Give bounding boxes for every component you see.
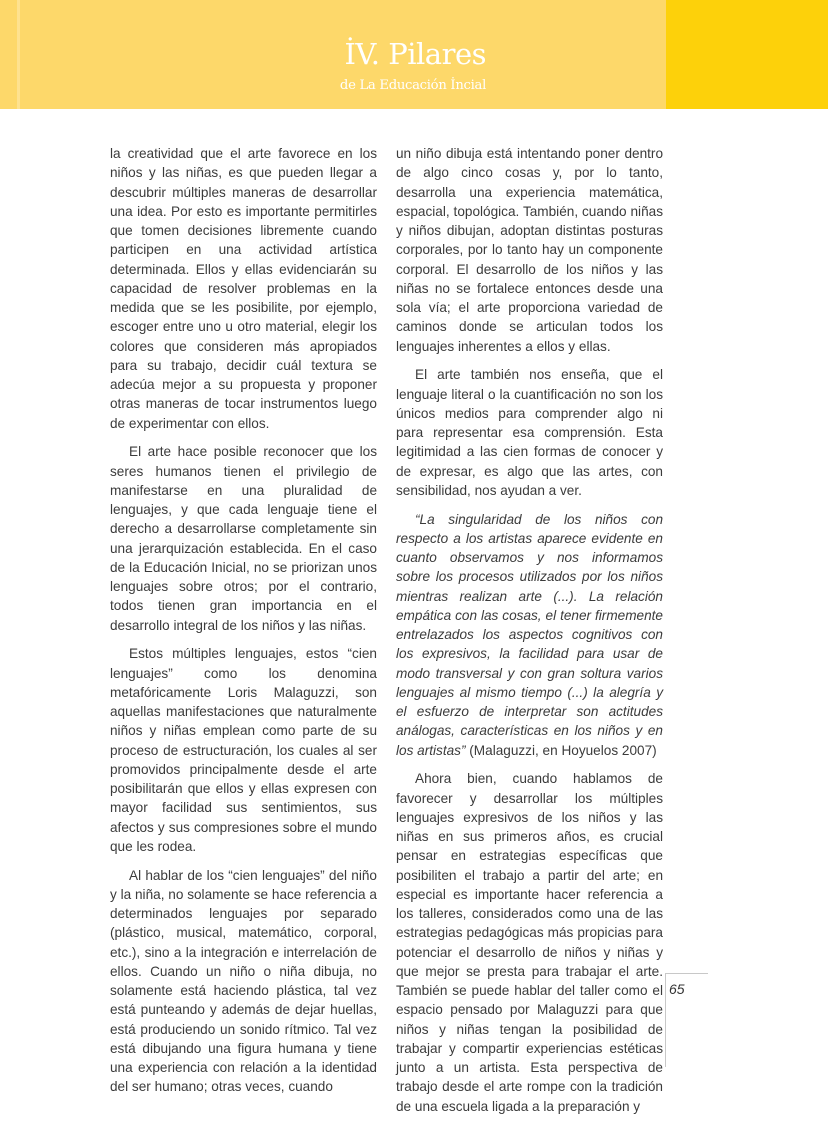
paragraph: El arte también nos enseña, que el lenguaje literal o la cuantificación no son los únicos medios para comprender algo ni para representar esa comprensión. Esta legitimidad a las cien formas de conocer y de expresar, es algo que las artes, con sensibilidad, nos ayudan a ver. bbox=[396, 367, 663, 498]
paragraph: Ahora bien, cuando hablamos de favorecer y desarrollar los múltiples lenguajes expresivos de los niños y las niñas en sus primeros años, es crucial pensar en estrategias específicas que posibiliten el trabajo a partir del arte; en especial es importante hacer referencia a los talleres, considerados como una de las estrategias pedagógicas más propicias para potenciar el desarrollo de niños y niñas y que mejor se presta para trabajar el arte. También se puede hablar del taller como el espacio pensado por Malaguzzi para que niños y niñas tengan la posibilidad de trabajar y compartir experiencias estéticas junto a un artista. Esta perspectiva de trabajo desde el arte rompe con la tradición de una escuela ligada a la preparación y bbox=[396, 771, 663, 1114]
chapter-title: İV. Pilares bbox=[344, 37, 486, 71]
paragraph: la creatividad que el arte favorece en los niños y las niñas, es que pueden llegar a descubrir múltiples maneras de desarrollar una idea. Por esto es importante permitirles que tomen decisiones libremente cuando participen en una actividad artística determinada. Ellos y ellas evidenciarán su capacidad de resolver problemas en la medida que se les posibilite, por ejemplo, escoger entre uno u otro material, elegir los colores que consideren más apropiados para su trabajo, decidir cuál textura se adecúa mejor a su propuesta y proponer otras maneras de tocar instrumentos luego de experimentar con ellos. bbox=[110, 146, 377, 431]
text-column-right bbox=[396, 144, 663, 1125]
paragraph: Al hablar de los “cien lenguajes” del niño y la niña, no solamente se hace referencia a determinados lenguajes por separado (plástico, musical, matemático, corporal, etc.), sino a la integración e interrelación de ellos. Cuando un niño o niña dibuja, no solamente está haciendo plástica, tal vez está punteando y además de dejar huellas, está produciendo un sonido rítmico. Tal vez está dibujando una figura humana y tiene una experiencia con relación a la identidad del ser humano; otras veces, cuando bbox=[110, 867, 377, 1095]
paragraph: El arte hace posible reconocer que los seres humanos tienen el privilegio de manifestarse en una pluralidad de lenguajes, y que cada lenguaje tiene el derecho a desarrollarse completamente sin una jerarquización establecida. En el caso de la Educación Inicial, no se priorizan unos lenguajes sobre otros; por el contrario, todos tienen gran importancia en el desarrollo integral de los niños y las niñas. bbox=[110, 444, 377, 633]
text-column-left bbox=[110, 144, 377, 1106]
header-divider bbox=[17, 0, 20, 109]
chapter-subtitle: de La Educación İncial bbox=[339, 78, 486, 93]
paragraph: Estos múltiples lenguajes, estos “cien lenguajes” como los denomina metafóricamente Loris Malaguzzi, son aquellas manifestaciones que naturalmente niños y niñas emplean como parte de su proceso de estructuración, los cuales al ser promovidos principalmente desde el arte posibilitarán que ellos y ellas expresen con mayor facilidad sus sentimientos, sus afectos y sus compresiones sobre el mundo que les rodea. bbox=[110, 646, 377, 854]
header-accent-block bbox=[666, 0, 828, 109]
quote-text: “La singularidad de los niños con respecto a los artistas aparece evidente en cuanto observamos y nos informamos sobre los procesos utilizados por los niños mientras realizan arte (...). La relación empática con las cosas, el tener firmemente entrelazados los aspectos cognitivos con los expresivos, la facilidad para usar de modo transversal y con gran soltura varios lenguajes al mismo tiempo (...) la alegría y el esfuerzo de interpretar son actitudes análogas, características en los niños y en los artistas” bbox=[396, 511, 663, 758]
quote-citation: (Malaguzzi, en Hoyuelos 2007) bbox=[465, 742, 657, 758]
paragraph: un niño dibuja está intentando poner dentro de algo cinco cosas y, por lo tanto, desarrolla una experiencia matemática, espacial, topológica. También, cuando niñas y niños dibujan, adoptan distintas posturas corporales, por lo tanto hay un componente corporal. El desarrollo de los niños y las niñas no se fortalece entonces desde una sola vía; el arte proporciona variedad de caminos donde se articulan todos los lenguajes inherentes a ellos y ellas. bbox=[396, 146, 663, 354]
page-number: 65 bbox=[669, 981, 685, 997]
header-band bbox=[0, 0, 666, 109]
block-quote bbox=[396, 510, 663, 760]
page-number-rule-vertical bbox=[665, 973, 666, 1067]
page-number-rule-horizontal bbox=[665, 973, 708, 974]
